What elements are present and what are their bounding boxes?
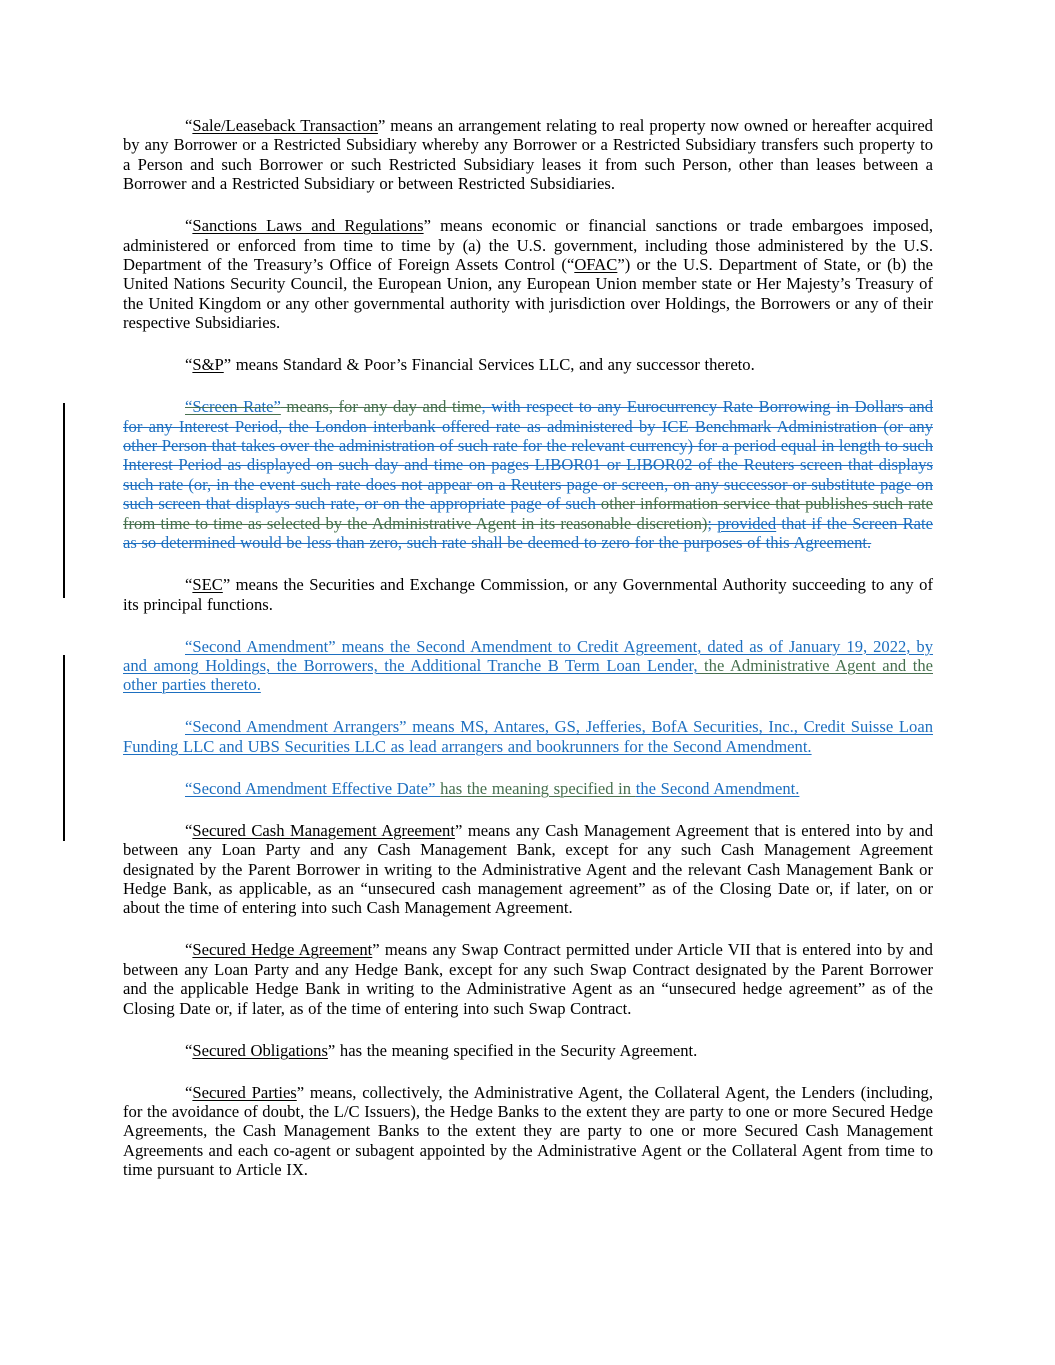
text-segment: SEC — [192, 575, 223, 595]
text-segment: , with respect to any Eurocurrency Rate Borrowing in Dollars and for any Interest Period, the London interbank offered rate as administered by ICE Benchmark Administration (or any other Person that takes over the administration of such rate for the relevant currency) for a period equal in length to such Interest Period as displayed on such day and time on pages LIBOR01 or LIBOR02 of the Reuters screen that displays such rate (or, in the event such rate does not appear on a Reuters page or screen, on any successor or substitute page on such screen that displays such rate, or on the appropriate page of such — [123, 397, 933, 514]
text-segment: “ — [185, 355, 193, 375]
text-segment: “ — [185, 940, 193, 960]
text-segment: “ — [185, 116, 193, 135]
text-segment: ” means an arrangement relating to real property now owned or hereafter acquired by any Borrower or a Restricted Subsidiary whereby any Borrower or a Restricted Subsidiary transfers such property to a Person and such Borrower or such Restricted Subsidiary leases it from such Person, other than leases between a Borrower and a Restricted Subsidiary or between Restricted Subsidiaries. — [123, 116, 933, 194]
text-segment: ” means Standard & Poor’s Financial Services LLC, and any successor thereto. — [223, 355, 755, 375]
text-segment: Secured Parties — [192, 1082, 297, 1102]
text-segment: means, for any day and time — [280, 397, 482, 417]
definition-secured-cash-management-agreement — [123, 821, 933, 918]
text-segment: Sanctions Laws and Regulations — [192, 216, 424, 236]
text-segment: that if the Screen Rate as so determined would be less than zero, such rate shall be deemed to zero for the purposes of this Agreement. — [123, 513, 933, 553]
text-segment: other information service that publishes such rate from time to time as selected by the Administrative Agent in its reasonable discretion) — [123, 494, 933, 533]
definition-second-amendment-inserted — [123, 637, 933, 695]
text-segment: provided — [717, 513, 777, 533]
definition-sanctions-laws-and-regulations — [123, 216, 933, 332]
revision-change-bar — [63, 403, 65, 598]
definition-second-amendment-arrangers-inserted — [123, 717, 933, 756]
definition-secured-parties — [123, 1083, 933, 1180]
text-segment: S&P — [192, 355, 224, 375]
text-segment: ” means economic or financial sanctions or trade embargoes imposed, administered or enforced from time to time by (a) the U.S. government, including those administered by the U.S. Department of the Treasury’s Office of Foreign Assets Control (“ — [123, 216, 933, 275]
text-segment: “ — [185, 1082, 193, 1102]
text-segment: other parties thereto. — [123, 675, 261, 695]
text-segment: “ — [185, 1040, 193, 1060]
text-segment: “ — [185, 216, 193, 236]
text-segment: “Screen Rate” — [185, 397, 281, 417]
text-segment: Secured Obligations — [192, 1040, 328, 1060]
definition-secured-obligations — [123, 1041, 933, 1060]
text-segment: has the meaning specified in — [440, 778, 636, 798]
definition-sale-leaseback-transaction — [123, 116, 933, 194]
text-segment: the Administrative Agent and the — [697, 655, 933, 675]
definition-sandp — [123, 355, 933, 374]
text-segment: “Second Amendment Effective Date” — [185, 778, 441, 798]
text-segment: ” means any Swap Contract permitted under Article VII that is entered into by and between any Loan Party and any Hedge Bank, except for any such Swap Contract designated by the Parent Borrower and the applicable Hedge Bank in writing to the Administrative Agent as an “unsecured hedge agreement” as of the Closing Date or, if later, as of the time of entering into such Swap Contract. — [123, 940, 933, 1018]
text-segment: ” means any Cash Management Agreement that is entered into by and between any Loan Party and any Cash Management Bank, except for any such Cash Management Agreement designated by the Parent Borrower in writing to the Administrative Agent and the relevant Cash Management Bank or Hedge Bank, as applicable, as an “unsecured cash management agreement” as of the Closing Date or, if later, on or about the time of entering into such Cash Management Agreement. — [123, 820, 933, 918]
text-segment: the Second Amendment. — [635, 778, 800, 798]
text-segment: ” has the meaning specified in the Security Agreement. — [327, 1040, 698, 1060]
definition-second-amendment-effective-date-inserted — [123, 779, 933, 798]
text-segment: ; — [707, 513, 718, 533]
text-segment: Sale/Leaseback Transaction — [192, 116, 378, 135]
text-segment: “ — [185, 820, 193, 840]
document-body — [123, 116, 933, 1202]
definition-secured-hedge-agreement — [123, 940, 933, 1018]
text-segment: ” means the Securities and Exchange Commission, or any Governmental Authority succeeding to any of its principal functions. — [123, 575, 933, 614]
text-segment: ”) or the U.S. Department of State, or (b) the United Nations Security Council, the European Union, any European Union member state or Her Majesty’s Treasury of the United Kingdom or any other governmental authority with jurisdiction over Holdings, the Borrowers or any of their respective Subsidiaries. — [123, 255, 933, 333]
text-segment: OFAC — [574, 255, 618, 275]
definition-sec — [123, 575, 933, 614]
text-segment: Secured Cash Management Agreement — [192, 820, 455, 840]
definition-screen-rate-deleted — [123, 397, 933, 552]
text-segment: “ — [185, 575, 193, 595]
revision-change-bar — [63, 655, 65, 841]
text-segment: “Second Amendment Arrangers” means MS, Antares, GS, Jefferies, BofA Securities, Inc., Credit Suisse Loan Funding LLC and UBS Securities LLC as lead arrangers and bookrunners for the Second Amendment. — [123, 717, 933, 756]
text-segment: Secured Hedge Agreement — [192, 940, 373, 960]
text-segment: ” means, collectively, the Administrative Agent, the Collateral Agent, the Lenders (including, for the avoidance of doubt, the L/C Issuers), the Hedge Banks to the extent they are party to one or more Secured Hedge Agreements, the Cash Management Banks to the extent they are party to one or more Secured Cash Management Agreements and each co-agent or subagent appointed by the Administrative Agent or the Collateral Agent from time to time pursuant to Article IX. — [123, 1082, 934, 1180]
text-segment: “Second Amendment” means the Second Amendment to Credit Agreement, dated as of January 19, 2022, by and among Holdings, the Borrowers, the Additional Tranche B Term Loan Lender, — [123, 636, 933, 675]
